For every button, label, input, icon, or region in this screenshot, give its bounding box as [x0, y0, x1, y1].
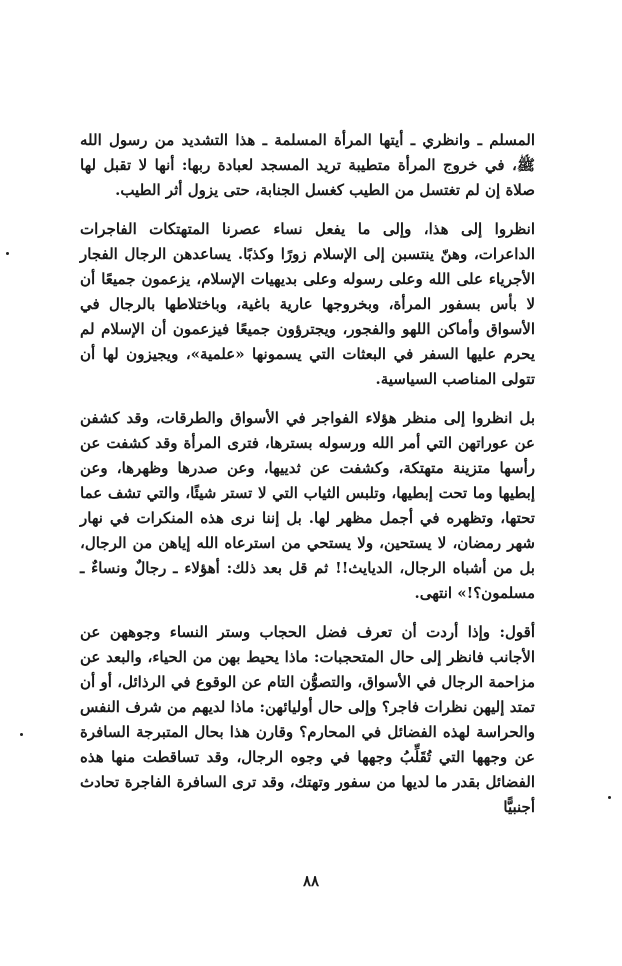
paragraph-2: انظروا إلى هذا، وإلى ما يفعل نساء عصرنا المتهتكات الفاجرات الداعرات، وهنّ ينتسبن إلى الإسلام زورًا وكذبًا. يساعدهن الرجال الفجار الأجرياء على الله وعلى رسوله وعلى بديهيات الإسلام، يزعمون جميعًا أن لا بأس بسفور المرأة، وبخروجها عارية باغية، وباختلاطها بالرجال في الأسواق وأماكن اللهو والفجور، ويجترؤون جميعًا فيزعمون أن الإسلام لم يحرم عليها السفر في البعثات التي يسمونها «علمية»، ويجيزون لها أن تتولى المناصب السياسية.: [80, 220, 535, 388]
paragraph-3: بل انظروا إلى منظر هؤلاء الفواجر في الأسواق والطرقات، وقد كشفن عن عوراتهن التي أمر الله ورسوله بسترها، فترى المرأة وقد كشفت عن رأسها متزينة متهتكة، وكشفت عن ثدييها، وعن صدرها وظهرها، وعن إبطيها وما تحت إبطيها، وتلبس الثياب التي لا تستر شيئًا، والتي تشف عما تحتها، وتظهره في أجمل مظهر لها. بل إننا نرى هذه المنكرات في نهار شهر رمضان، لا يستحين، ولا يستحي من استرعاه الله إياهن من الرجال، بل من أشباه الرجال، الديايث!! ثم قل بعد ذلك: أهؤلاء ـ رجالٌ ونساءٌ ـ مسلمون؟!» انتهى.: [80, 409, 535, 602]
margin-mark: [6, 252, 9, 255]
page-body: [80, 120, 535, 820]
paragraph-1: المسلم ـ وانظري ـ أيتها المرأة المسلمة ـ هذا التشديد من رسول الله ﷺ، في خروج المرأة متطيبة تريد المسجد لعبادة ربها: أنها لا تقبل لها صلاة إن لم تغتسل من الطيب كغسل الجنابة، حتى يزول أثر الطيب.: [80, 131, 535, 199]
margin-mark: [20, 733, 23, 736]
margin-mark: [608, 796, 611, 799]
page-number: ٨٨: [302, 872, 320, 890]
paragraph-4: أقول: وإذا أردت أن تعرف فضل الحجاب وستر النساء وجوههن عن الأجانب فانظر إلى حال المتحجبات: ماذا يحيط بهن من الحياء، والبعد عن مزاحمة الرجال في الأسواق، والتصوُّن التام عن الوقوع في الرذائل، أو أن تمتد إليهن نظرات فاجر؟ وإلى حال أوليائهن: ماذا لديهم من شرف النفس والحراسة لهذه الفضائل في المحارم؟ وقارن هذا بحال المتبرجة السافرة عن وجهها التي تُقَلِّبُ وجهها في وجوه الرجال، وقد تساقطت منها هذه الفضائل بقدر ما لديها من سفور وتهتك، وقد ترى السافرة الفاجرة تحادث أجنبيًّا: [80, 623, 535, 816]
